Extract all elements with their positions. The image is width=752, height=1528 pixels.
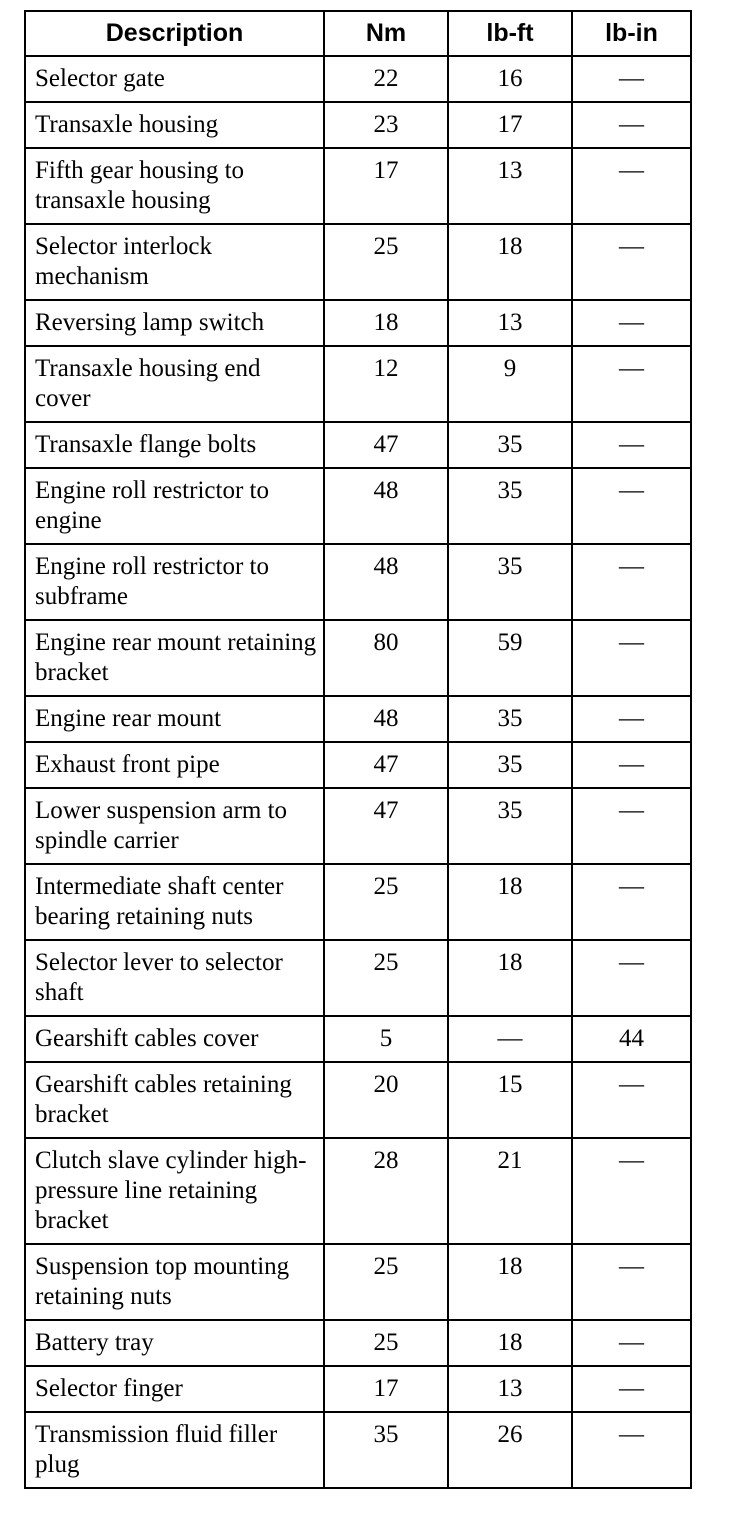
lb-in-cell: — [572,742,691,788]
nm-cell: 48 [324,544,448,620]
description-cell: Selector finger [25,1366,324,1412]
nm-cell: 35 [324,1412,448,1488]
description-cell: Engine rear mount retaining bracket [25,620,324,696]
lb-ft-cell: 18 [448,940,572,1016]
lb-ft-cell: 35 [448,544,572,620]
header-row [25,11,691,56]
lb-in-cell: — [572,864,691,940]
lb-in-cell: — [572,346,691,422]
lb-ft-cell: 16 [448,56,572,102]
table-row [25,1016,691,1062]
description-cell: Selector gate [25,56,324,102]
nm-cell: 17 [324,1366,448,1412]
lb-in-cell: — [572,1366,691,1412]
nm-cell: 12 [324,346,448,422]
nm-cell: 5 [324,1016,448,1062]
table-row [25,422,691,468]
lb-in-cell: — [572,422,691,468]
lb-ft-cell: 59 [448,620,572,696]
description-cell: Clutch slave cylinder high-pressure line retaining bracket [25,1138,324,1244]
lb-in-cell: — [572,544,691,620]
lb-ft-cell: — [448,1016,572,1062]
nm-cell: 17 [324,148,448,224]
lb-ft-cell: 13 [448,1366,572,1412]
lb-in-cell: — [572,468,691,544]
description-cell: Exhaust front pipe [25,742,324,788]
description-cell: Engine roll restrictor to subframe [25,544,324,620]
lb-ft-cell: 35 [448,696,572,742]
lb-in-cell: — [572,224,691,300]
lb-in-cell: — [572,56,691,102]
description-cell: Selector interlock mechanism [25,224,324,300]
nm-cell: 18 [324,300,448,346]
column-header-nm: Nm [324,11,448,56]
lb-ft-cell: 18 [448,864,572,940]
nm-cell: 25 [324,1320,448,1366]
lb-in-cell: — [572,620,691,696]
torque-specification-table [24,10,692,1489]
description-cell: Intermediate shaft center bearing retaining nuts [25,864,324,940]
description-cell: Selector lever to selector shaft [25,940,324,1016]
description-cell: Transmission fluid filler plug [25,1412,324,1488]
description-cell: Transaxle housing [25,102,324,148]
lb-in-cell: 44 [572,1016,691,1062]
table-row [25,696,691,742]
lb-in-cell: — [572,102,691,148]
column-header-lb-in: lb-in [572,11,691,56]
lb-ft-cell: 35 [448,788,572,864]
nm-cell: 48 [324,468,448,544]
nm-cell: 23 [324,102,448,148]
lb-in-cell: — [572,1138,691,1244]
lb-in-cell: — [572,148,691,224]
table-body [25,56,691,1488]
lb-ft-cell: 18 [448,1244,572,1320]
table-row [25,224,691,300]
table-row [25,1062,691,1138]
table-row [25,940,691,1016]
lb-ft-cell: 35 [448,742,572,788]
lb-ft-cell: 13 [448,300,572,346]
lb-ft-cell: 35 [448,422,572,468]
lb-ft-cell: 26 [448,1412,572,1488]
lb-in-cell: — [572,940,691,1016]
description-cell: Engine roll restrictor to engine [25,468,324,544]
lb-ft-cell: 9 [448,346,572,422]
lb-ft-cell: 17 [448,102,572,148]
lb-ft-cell: 18 [448,224,572,300]
column-header-lb-ft: lb-ft [448,11,572,56]
table-row [25,148,691,224]
table-row [25,544,691,620]
description-cell: Battery tray [25,1320,324,1366]
table-row [25,788,691,864]
lb-in-cell: — [572,1244,691,1320]
nm-cell: 25 [324,224,448,300]
description-cell: Reversing lamp switch [25,300,324,346]
table-row [25,864,691,940]
lb-in-cell: — [572,1320,691,1366]
column-header-description: Description [25,11,324,56]
description-cell: Lower suspension arm to spindle carrier [25,788,324,864]
description-cell: Transaxle flange bolts [25,422,324,468]
description-cell: Gearshift cables retaining bracket [25,1062,324,1138]
lb-in-cell: — [572,300,691,346]
lb-ft-cell: 21 [448,1138,572,1244]
description-cell: Transaxle housing end cover [25,346,324,422]
lb-ft-cell: 13 [448,148,572,224]
description-cell: Suspension top mounting retaining nuts [25,1244,324,1320]
nm-cell: 25 [324,864,448,940]
table-row [25,56,691,102]
nm-cell: 47 [324,422,448,468]
nm-cell: 48 [324,696,448,742]
table-row [25,468,691,544]
description-cell: Engine rear mount [25,696,324,742]
table-row [25,1412,691,1488]
table-row [25,742,691,788]
description-cell: Gearshift cables cover [25,1016,324,1062]
nm-cell: 25 [324,940,448,1016]
lb-in-cell: — [572,1412,691,1488]
table-row [25,102,691,148]
lb-ft-cell: 18 [448,1320,572,1366]
lb-in-cell: — [572,788,691,864]
table-row [25,1366,691,1412]
nm-cell: 80 [324,620,448,696]
table-row [25,300,691,346]
table-row [25,620,691,696]
nm-cell: 22 [324,56,448,102]
nm-cell: 47 [324,788,448,864]
lb-ft-cell: 35 [448,468,572,544]
nm-cell: 25 [324,1244,448,1320]
description-cell: Fifth gear housing to transaxle housing [25,148,324,224]
lb-in-cell: — [572,1062,691,1138]
lb-in-cell: — [572,696,691,742]
nm-cell: 20 [324,1062,448,1138]
lb-ft-cell: 15 [448,1062,572,1138]
nm-cell: 47 [324,742,448,788]
table-row [25,1244,691,1320]
table-row [25,1138,691,1244]
table-row [25,346,691,422]
nm-cell: 28 [324,1138,448,1244]
table-row [25,1320,691,1366]
